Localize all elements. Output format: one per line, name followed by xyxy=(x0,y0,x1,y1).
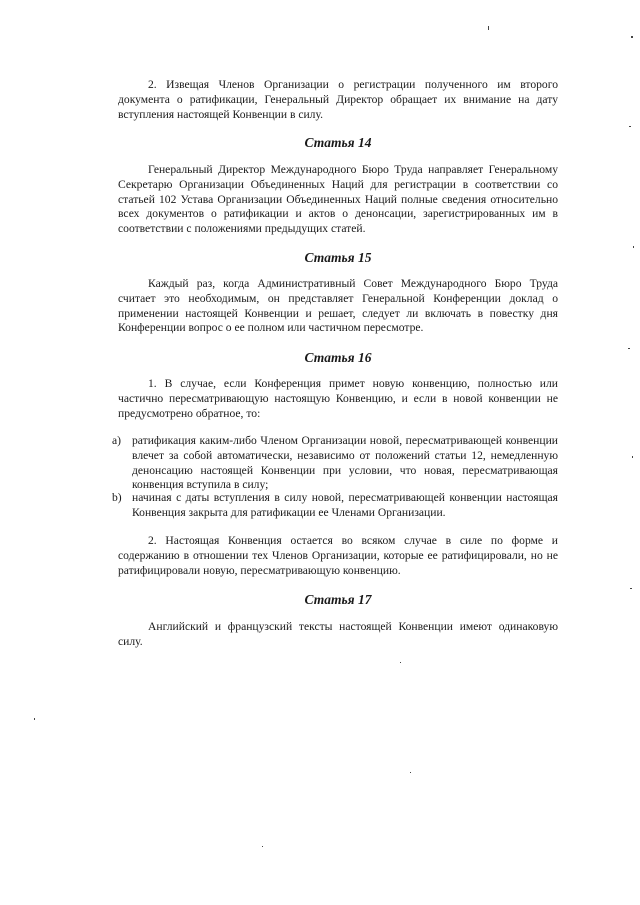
article-17-text: Английский и французский тексты настоящей Конвенции имеют одинаковую силу. xyxy=(118,620,558,648)
scan-speck xyxy=(630,588,632,589)
scan-speck xyxy=(629,126,631,127)
article-15-heading: Статья 15 xyxy=(304,250,372,265)
scan-speck xyxy=(262,846,263,847)
scan-speck xyxy=(400,662,401,663)
article-17-heading: Статья 17 xyxy=(304,592,372,607)
scan-speck xyxy=(410,772,411,773)
scan-speck xyxy=(628,348,630,349)
article-16-paragraph-2: 2. Настоящая Конвенция остается во всяком случае в силе по форме и содержанию в отношении тех Членов Организации, которые ее ратифицировали, но не ратифицировали новую, пересматривающую конвенцию. xyxy=(118,534,558,577)
article-16-paragraph-1: 1. В случае, если Конференция примет новую конвенцию, полностью или частично пересматривающую настоящую Конвенцию, и если в новой конвенции не предусмотрено обратное, то: xyxy=(118,377,558,420)
article-14-heading: Статья 14 xyxy=(304,135,372,150)
item-b-text: начиная с даты вступления в силу новой, пересматривающей конвенции настоящая Конвенция закрыта для ратификации ее Членами Организации. xyxy=(132,491,558,519)
item-b-marker: b) xyxy=(112,491,122,504)
item-a-text: ратификация каким-либо Членом Организации новой, пересматривающей конвенции влечет за собой автоматически, независимо от положений статьи 12, немедленную денонсацию настоящей Конвенции при условии, что новая, пересматривающая конвенция вступила в силу; xyxy=(132,434,558,492)
article-14-text: Генеральный Директор Международного Бюро Труда направляет Генеральному Секретарю Организации Объединенных Наций для регистрации в соответствии со статьей 102 Устава Организации Объединенных Наций полные сведения относительно всех документов о ратификации и актов о денонсации, зарегистрированных им в соответствии с положениями предыдущих статей. xyxy=(118,163,558,236)
article-16-heading: Статья 16 xyxy=(304,350,372,365)
article-15-text: Каждый раз, когда Административный Совет Международного Бюро Труда считает это необходимым, он представляет Генеральной Конференции доклад о применении настоящей Конвенции и решает, следует ли включать в повестку дня Конференции вопрос о ее полном или частичном пересмотре. xyxy=(118,277,558,335)
scan-speck xyxy=(632,456,633,458)
scan-speck xyxy=(633,246,634,248)
scan-speck xyxy=(34,718,35,720)
scan-speck xyxy=(631,36,633,38)
item-a-marker: a) xyxy=(112,434,122,447)
scan-speck xyxy=(488,26,489,30)
paragraph-13-2: 2. Извещая Членов Организации о регистрации полученного им второго документа о ратификации, Генеральный Директор обращает их внимание на дату вступления настоящей Конвенции в силу. xyxy=(118,78,558,121)
